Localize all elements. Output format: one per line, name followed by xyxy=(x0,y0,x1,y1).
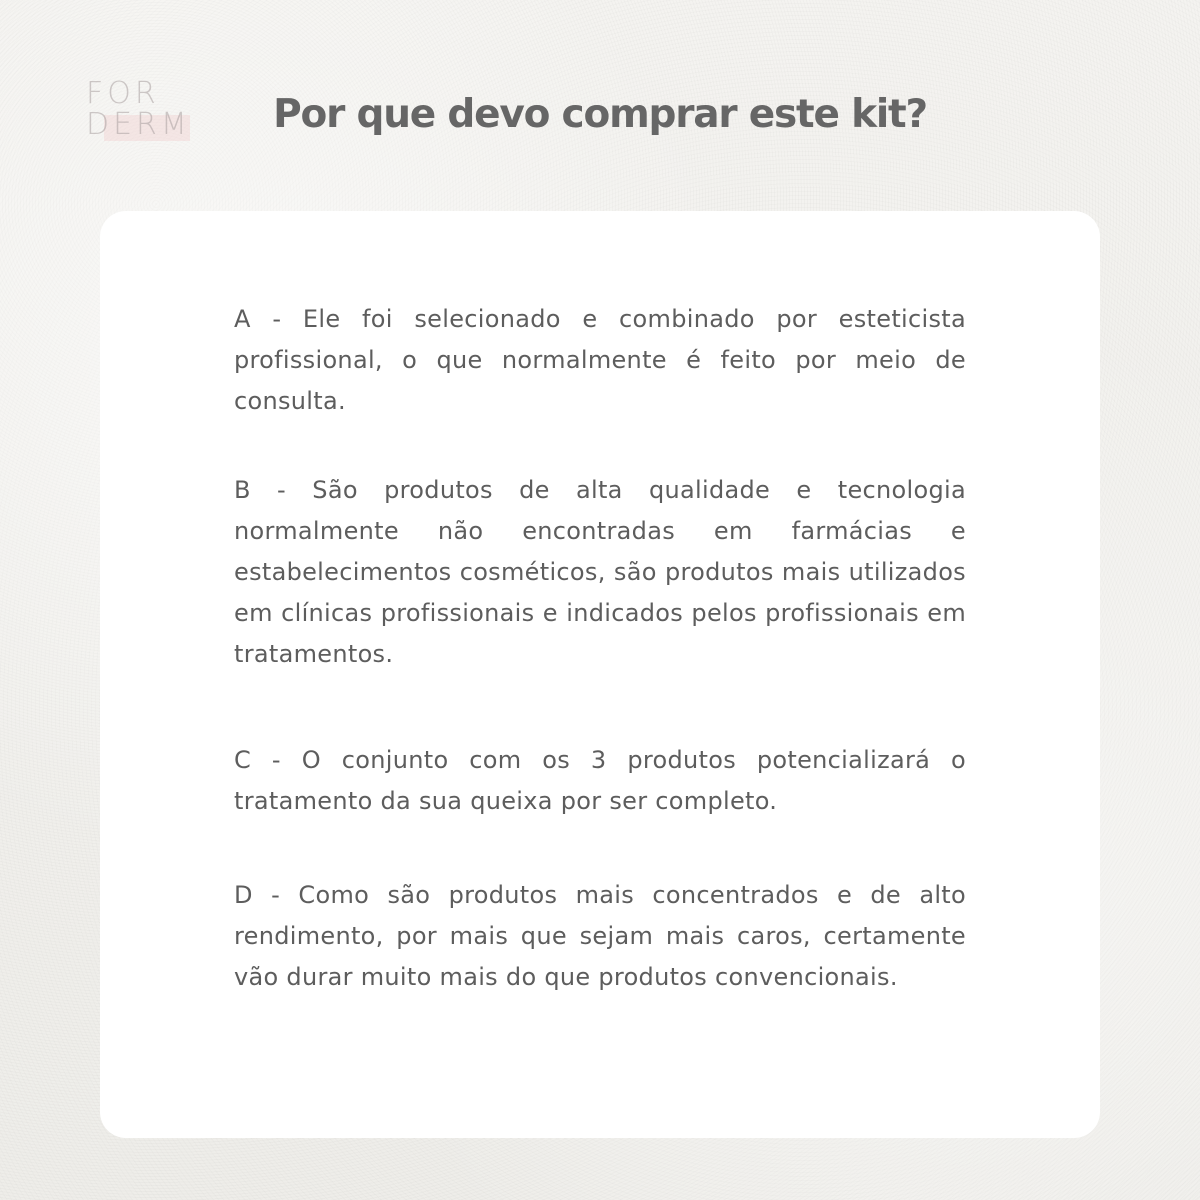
logo-text-line-2-label: DERM xyxy=(86,107,191,142)
page-title: Por que devo comprar este kit? xyxy=(273,92,927,137)
reason-b-paragraph: B - São produtos de alta qualidade e tecnologia normalmente não encontradas em farmácias e estabelecimentos cosméticos, são produtos mais utilizados em clínicas profissionais e indicados pelos profissionais em tratamentos. xyxy=(234,476,966,668)
content-card xyxy=(100,211,1100,1138)
reason-a-paragraph: A - Ele foi selecionado e combinado por esteticista profissional, o que normalmente é feito por meio de consulta. xyxy=(234,305,966,415)
reason-c-paragraph: C - O conjunto com os 3 produtos potencializará o tratamento da sua queixa por ser completo. xyxy=(234,746,966,815)
logo-text-line-1: FOR xyxy=(86,76,160,111)
reason-d-paragraph: D - Como são produtos mais concentrados e de alto rendimento, por mais que sejam mais caros, certamente vão durar muito mais do que produtos convencionais. xyxy=(234,881,966,991)
